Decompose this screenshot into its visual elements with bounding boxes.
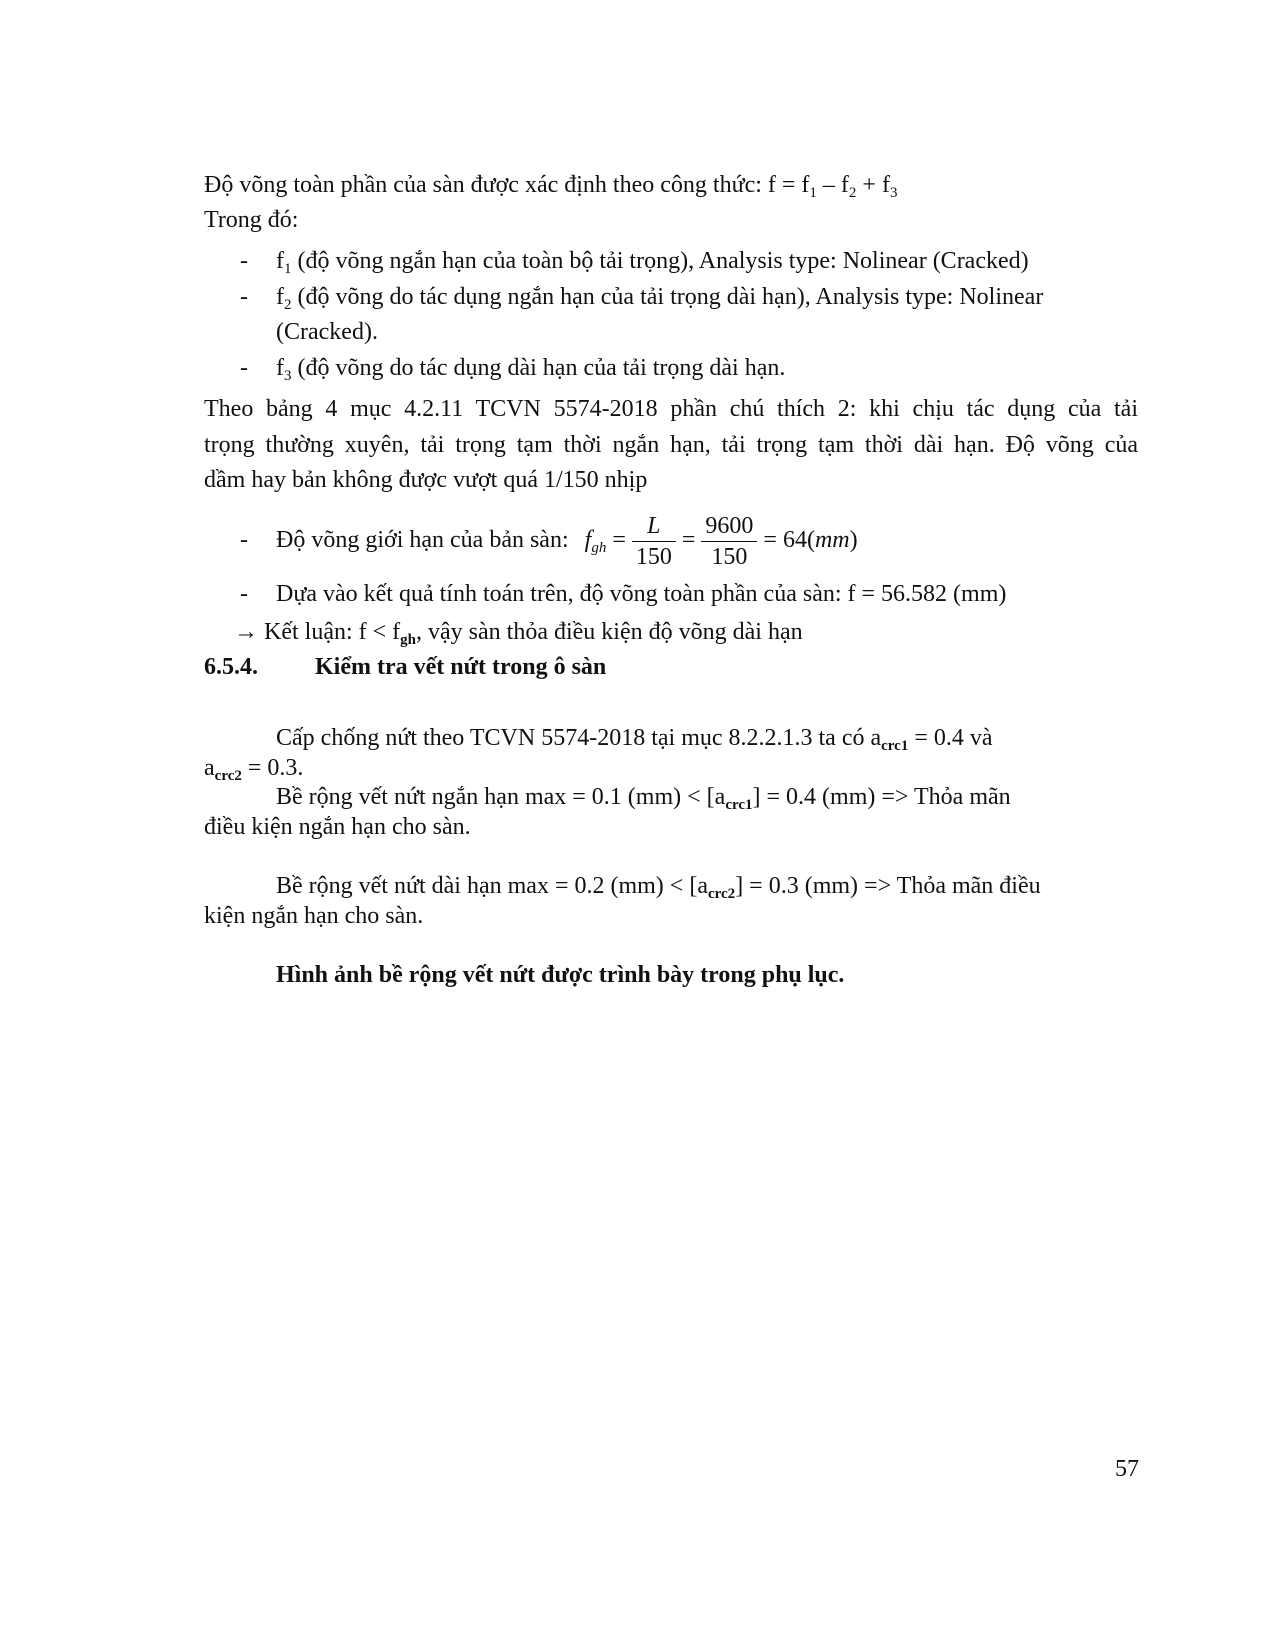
crack-p1-line2-a: a bbox=[204, 755, 215, 781]
sub: gh bbox=[591, 540, 607, 556]
sub: 2 bbox=[848, 185, 857, 201]
bullet-dash: - bbox=[240, 248, 248, 274]
b: crc1 bbox=[725, 797, 753, 813]
den: 150 bbox=[635, 543, 672, 570]
appendix-note: Hình ảnh bề rộng vết nứt được trình bày trong phụ lục. bbox=[276, 962, 845, 988]
section-number: 6.5.4. bbox=[204, 654, 258, 680]
f2-sym: f bbox=[276, 284, 284, 310]
section-title: Kiểm tra vết nứt trong ô sàn bbox=[315, 654, 607, 680]
f1-item bbox=[276, 246, 1029, 276]
intro-text: Độ võng toàn phần của sàn được xác định theo công thức: f = f bbox=[204, 172, 810, 198]
formula-eq: = bbox=[681, 527, 696, 553]
page-number: 57 bbox=[1115, 1456, 1139, 1482]
formula-close: ) bbox=[849, 527, 858, 553]
crack-p2-line1-a: Bề rộng vết nứt ngắn hạn max = 0.1 (mm) < [a bbox=[276, 784, 726, 810]
sub: 1 bbox=[284, 261, 292, 277]
f3-sym: f bbox=[276, 355, 284, 381]
fraction-2 bbox=[701, 511, 757, 572]
f1-text: (độ võng ngắn hạn của toàn bộ tải trọng), Analysis type: Nolinear (Cracked) bbox=[291, 248, 1029, 274]
result-line: Dựa vào kết quả tính toán trên, độ võng toàn phần của sàn: f = 56.582 (mm) bbox=[276, 581, 1007, 607]
b: crc2 bbox=[214, 768, 242, 784]
limit-label: Độ võng giới hạn của bản sàn: bbox=[276, 527, 569, 553]
crack-p1-line1-b: = 0.4 và bbox=[908, 725, 993, 751]
arrow-icon: → bbox=[234, 619, 258, 645]
intro-minus: – f bbox=[816, 172, 849, 198]
sub: 1 bbox=[809, 185, 817, 201]
f2-text-line1: (độ võng do tác dụng ngắn hạn của tải trọng dài hạn), Analysis type: Nolinear bbox=[291, 284, 1044, 310]
sub: 2 bbox=[284, 297, 292, 313]
f1-sym: f bbox=[276, 248, 284, 274]
conclusion-post: , vậy sàn thỏa điều kiện độ võng dài hạn bbox=[416, 619, 803, 645]
num: 9600 bbox=[701, 511, 757, 542]
f2-item-cont: (Cracked). bbox=[276, 319, 378, 345]
formula-unit: mm bbox=[814, 527, 850, 553]
crack-p3-line1-a: Bề rộng vết nứt dài hạn max = 0.2 (mm) < [a bbox=[276, 873, 708, 899]
formula-f: f bbox=[584, 527, 592, 553]
bullet-dash: - bbox=[240, 355, 248, 381]
f3-text: (độ võng do tác dụng dài hạn của tải trọng dài hạn. bbox=[291, 355, 786, 381]
crack-p1-line2 bbox=[204, 753, 303, 783]
crack-p3-line1 bbox=[276, 871, 1041, 901]
where-label: Trong đó: bbox=[204, 207, 299, 233]
conclusion-line bbox=[234, 617, 803, 647]
num: L bbox=[632, 511, 676, 542]
b: crc1 bbox=[881, 738, 909, 754]
crack-p1-line1 bbox=[276, 723, 993, 753]
crack-p3-line2: kiện ngắn hạn cho sàn. bbox=[204, 903, 424, 929]
crack-p2-line2: điều kiện ngắn hạn cho sàn. bbox=[204, 814, 471, 840]
standard-line-2: trọng thường xuyên, tải trọng tạm thời ngắn hạn, tải trọng tạm thời dài hạn. Độ võng của bbox=[204, 432, 1138, 458]
b: gh bbox=[400, 632, 417, 648]
standard-line-1: Theo bảng 4 mục 4.2.11 TCVN 5574-2018 phần chú thích 2: khi chịu tác dụng của tải bbox=[204, 396, 1138, 422]
crack-p1-line2-b: = 0.3. bbox=[241, 755, 304, 781]
f2-item bbox=[276, 282, 1043, 312]
formula-result: = 64( bbox=[763, 527, 815, 553]
crack-p2-line1-b: ] = 0.4 (mm) => Thỏa mãn bbox=[752, 784, 1011, 810]
bullet-dash: - bbox=[240, 527, 248, 553]
fraction-1 bbox=[632, 511, 676, 572]
sub: 3 bbox=[284, 368, 292, 384]
bullet-dash: - bbox=[240, 284, 248, 310]
f3-item bbox=[276, 353, 785, 383]
bullet-dash: - bbox=[240, 581, 248, 607]
crack-p1-line1-a: Cấp chống nứt theo TCVN 5574-2018 tại mục 8.2.2.1.3 ta có a bbox=[276, 725, 882, 751]
deflection-formula-line bbox=[204, 170, 897, 200]
formula-eq: = bbox=[612, 527, 626, 553]
crack-p2-line1 bbox=[276, 782, 1011, 812]
sub: 3 bbox=[889, 185, 898, 201]
crack-p3-line1-b: ] = 0.3 (mm) => Thỏa mãn điều bbox=[735, 873, 1041, 899]
intro-plus: + f bbox=[856, 172, 890, 198]
conclusion-pre: Kết luận: f < f bbox=[258, 619, 401, 645]
standard-line-3: dầm hay bản không được vượt quá 1/150 nhịp bbox=[204, 467, 648, 493]
limit-formula bbox=[276, 505, 858, 575]
den: 150 bbox=[711, 543, 748, 570]
b: crc2 bbox=[707, 886, 736, 902]
